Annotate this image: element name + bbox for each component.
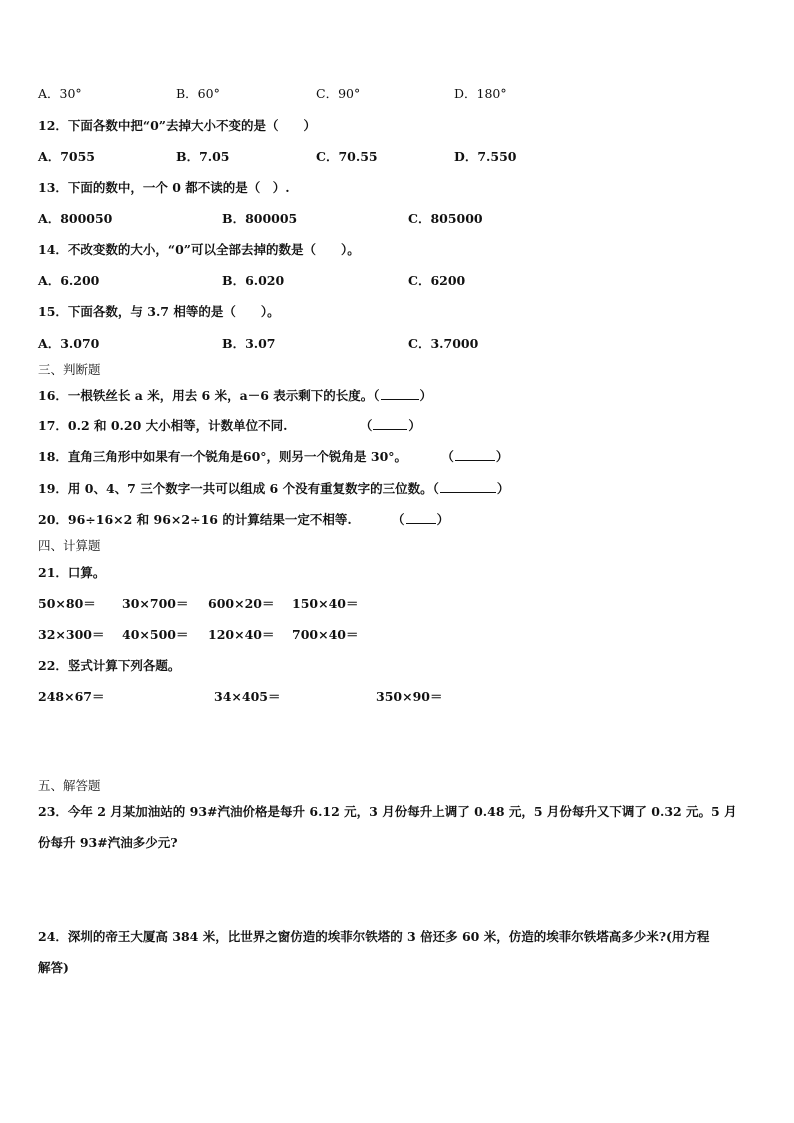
- vertical-calc-item: 350×90＝: [376, 689, 443, 704]
- q16-stem: 16．一根铁丝长 a 米，用去 6 米，a－6 表示剩下的长度。（: [38, 388, 380, 403]
- q22-stem: 22．竖式计算下列各题。: [38, 658, 181, 673]
- oral-calc-item: 150×40＝: [292, 596, 359, 611]
- vertical-calc-item: 248×67＝: [38, 689, 105, 704]
- q24-line-1: 24．深圳的帝王大厦高 384 米，比世界之窗仿造的埃菲尔铁塔的 3 倍还多 60 米，仿造的埃菲尔铁塔高多少米?(用方程: [38, 929, 710, 944]
- q17: [38, 416, 421, 434]
- section-word-problems-heading: 五、解答题: [38, 778, 101, 793]
- q23-line-1: 23．今年 2 月某加油站的 93#汽油价格是每升 6.12 元，3 月份每升上调了 0.48 元，5 月份每升又下调了 0.32 元。5 月: [38, 804, 737, 819]
- q13-option-b: B．800005: [222, 211, 298, 226]
- q19-stem: 19．用 0、4、7 三个数字一共可以组成 6 个没有重复数字的三位数。（: [38, 481, 439, 496]
- section-calculation-heading: 四、计算题: [38, 538, 101, 553]
- q24-line-2: 解答): [38, 960, 69, 975]
- q20-answer-blank[interactable]: [406, 512, 436, 524]
- q18-stem: 18．直角三角形中如果有一个锐角是60°，则另一个锐角是 30°。: [38, 449, 408, 464]
- q17-stem: 17．0.2 和 0.20 大小相等，计数单位不同.: [38, 418, 288, 433]
- q14-option-b: B．6.020: [222, 273, 285, 288]
- q17-close-paren: ）: [408, 418, 421, 433]
- q12-option-d: D．7.550: [454, 149, 517, 164]
- q13-option-a: A．800050: [38, 211, 113, 226]
- q20-stem: 20．96÷16×2 和 96×2÷16 的计算结果一定不相等.: [38, 512, 352, 527]
- oral-calc-item: 32×300＝: [38, 627, 105, 642]
- q18-answer-blank[interactable]: [455, 449, 495, 461]
- q14-option-c: C．6200: [408, 273, 466, 288]
- q16-answer-blank[interactable]: [381, 388, 419, 400]
- q17-answer-blank[interactable]: [373, 418, 407, 430]
- q15-option-a: A．3.070: [38, 336, 100, 351]
- q15-option-b: B．3.07: [222, 336, 276, 351]
- q13-stem: 13．下面的数中，一个 0 都不读的是（ ）.: [38, 180, 290, 195]
- q11-option-b: B．60°: [176, 86, 220, 101]
- q14-option-a: A．6.200: [38, 273, 100, 288]
- q18: [38, 447, 508, 465]
- vertical-calc-item: 34×405＝: [214, 689, 281, 704]
- q14-stem: 14．不改变数的大小，“0”可以全部去掉的数是（ ）。: [38, 242, 360, 257]
- q15-option-c: C．3.7000: [408, 336, 479, 351]
- oral-calc-item: 120×40＝: [208, 627, 275, 642]
- q12-stem: 12．下面各数中把“0”去掉大小不变的是（ ）: [38, 118, 316, 133]
- q13-option-c: C．805000: [408, 211, 483, 226]
- oral-calc-item: 600×20＝: [208, 596, 275, 611]
- q15-stem: 15．下面各数，与 3.7 相等的是（ ）。: [38, 304, 280, 319]
- q18-open-paren: （: [441, 449, 454, 464]
- oral-calc-item: 50×80＝: [38, 596, 96, 611]
- q19: [38, 479, 509, 497]
- q19-answer-blank[interactable]: [440, 481, 496, 493]
- q20-close-paren: ）: [436, 512, 450, 527]
- q20-open-paren: （: [392, 512, 405, 527]
- q12-option-c: C．70.55: [316, 149, 378, 164]
- oral-calc-item: 700×40＝: [292, 627, 359, 642]
- q12-option-a: A．7055: [38, 149, 95, 164]
- oral-calc-item: 30×700＝: [122, 596, 189, 611]
- q11-option-a: A．30°: [38, 86, 82, 101]
- q19-close-paren: ）: [496, 481, 510, 496]
- q16: [38, 386, 432, 404]
- q11-option-c: C．90°: [316, 86, 361, 101]
- section-judgment-heading: 三、判断题: [38, 362, 101, 377]
- q16-close-paren: ）: [419, 388, 433, 403]
- oral-calc-item: 40×500＝: [122, 627, 189, 642]
- q23-line-2: 份每升 93#汽油多少元?: [38, 835, 178, 850]
- q21-stem: 21．口算。: [38, 565, 106, 580]
- q20: [38, 510, 449, 528]
- q17-open-paren: （: [359, 418, 373, 433]
- q11-option-d: D．180°: [454, 86, 507, 101]
- q18-close-paren: ）: [495, 449, 509, 464]
- q12-option-b: B．7.05: [176, 149, 230, 164]
